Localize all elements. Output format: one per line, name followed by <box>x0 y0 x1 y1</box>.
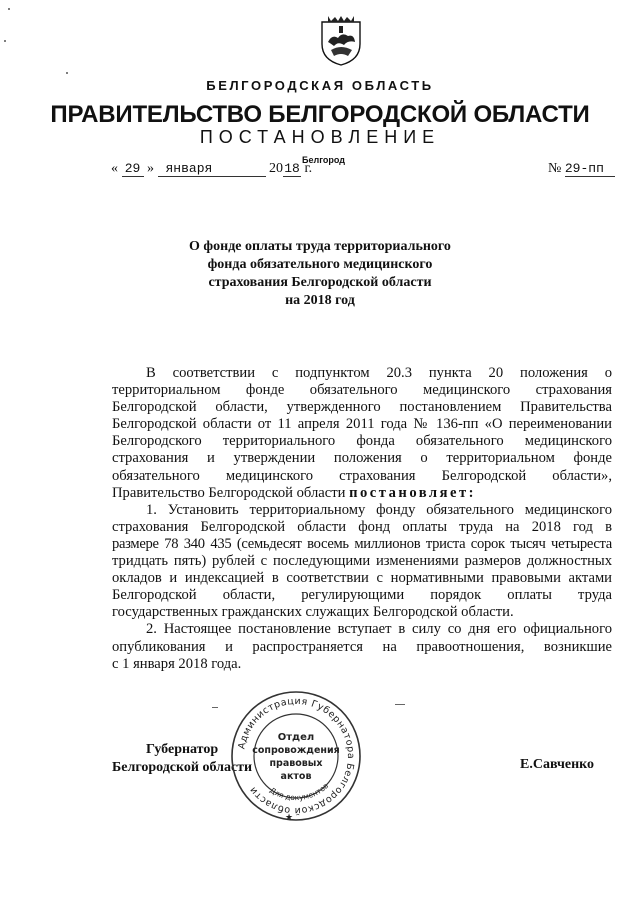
item-1 <box>112 502 612 622</box>
body-line: тридцать пять) рублей с последующими изменениями размеров должностных <box>112 553 612 570</box>
body-line: опубликования и распространяется на правоотношения, возникшие <box>112 638 612 655</box>
official-stamp-seal <box>228 688 364 824</box>
number-prefix: № <box>548 161 562 176</box>
title-line: фонда обязательного медицинского <box>207 257 433 272</box>
government-name: ПРАВИТЕЛЬСТВО БЕЛГОРОДСКОЙ ОБЛАСТИ <box>50 101 590 128</box>
number-value: 29-пп <box>565 161 615 177</box>
scan-mark <box>395 704 405 705</box>
date-day: 29 <box>122 162 144 177</box>
svg-text:Отдел: Отдел <box>277 732 315 743</box>
body-line: 2. Настоящее постановление вступает в силу со дня его официального <box>146 621 612 638</box>
svg-text:Администрация Губернатора Белг: Администрация Губернатора Белгородской области <box>236 695 357 817</box>
date-year-suffix: 18 <box>284 161 300 176</box>
svg-text:актов: актов <box>280 771 312 782</box>
date-year-prefix: 20 <box>269 161 283 176</box>
body-line: Белгородской области от 11 апреля 2011 года № 136-пп «О переименовании <box>112 416 612 433</box>
date-open-quote: « <box>111 161 118 176</box>
city-name: Белгород <box>302 155 345 165</box>
preamble <box>112 365 612 502</box>
body-line <box>112 485 612 502</box>
position-line: Губернатор <box>145 742 219 757</box>
document-type: ПОСТАНОВЛЕНИЕ <box>199 127 441 147</box>
belgorod-coat-of-arms-icon <box>318 14 364 66</box>
document-body <box>112 365 612 673</box>
body-line: государственных гражданских служащих Белгородской области. <box>112 604 514 621</box>
svg-text:правовых: правовых <box>269 758 323 769</box>
document-date <box>111 161 312 177</box>
body-line: размере 78 340 435 (семьдесят восемь миллионов триста сорок тысяч четыреста <box>112 535 612 552</box>
date-month: января <box>158 162 266 177</box>
title-line: страхования Белгородской области <box>208 275 432 290</box>
region-name: БЕЛГОРОДСКАЯ ОБЛАСТЬ <box>206 78 434 93</box>
preamble-final: Правительство Белгородской области <box>112 484 346 501</box>
document-number <box>548 161 615 177</box>
title-line: О фонде оплаты труда территориального <box>189 239 451 254</box>
body-line: В соответствии с подпунктом 20.3 пункта 20 положения о <box>146 365 612 381</box>
svg-text:сопровождения: сопровождения <box>252 745 340 756</box>
scan-mark <box>212 707 218 708</box>
body-line: страхования Белгородской области фонд оплаты труда на 2018 год в <box>112 518 612 535</box>
position-line: Белгородской области <box>112 760 253 775</box>
body-line: Белгородского территориального фонда обязательного медицинского <box>112 433 612 450</box>
scan-mark <box>8 8 10 10</box>
body-line: обязательного медицинского страхования Белгородской области», <box>112 467 612 484</box>
signatory-name: Е.Савченко <box>520 757 595 772</box>
document-title <box>160 238 480 310</box>
body-line: страхования и утверждении положения о территориальном фонде <box>112 450 612 467</box>
svg-text:Для документов: Для документов <box>268 781 331 803</box>
body-line: территориальном фонде обязательного медицинского страхования <box>112 382 612 399</box>
body-line: окладов и индексацией в соответствии с нормативными правовыми актами <box>112 570 612 587</box>
body-line: с 1 января 2018 года. <box>112 655 242 672</box>
body-line: Белгородской области, утвержденного постановлением Правительства <box>112 399 612 416</box>
item-2 <box>112 621 612 672</box>
date-close-quote: » <box>147 161 154 176</box>
scan-mark <box>66 72 68 74</box>
resolves-word: постановляет: <box>349 484 477 501</box>
body-line: 1. Установить территориальному фонду обязательного медицинского <box>146 501 612 518</box>
date-year-unit: г. <box>304 161 313 176</box>
body-line: Белгородской области, регулирующими порядок оплаты труда <box>112 587 612 604</box>
title-line: на 2018 год <box>285 293 355 308</box>
svg-text:★: ★ <box>285 813 294 823</box>
scan-mark <box>4 40 6 42</box>
